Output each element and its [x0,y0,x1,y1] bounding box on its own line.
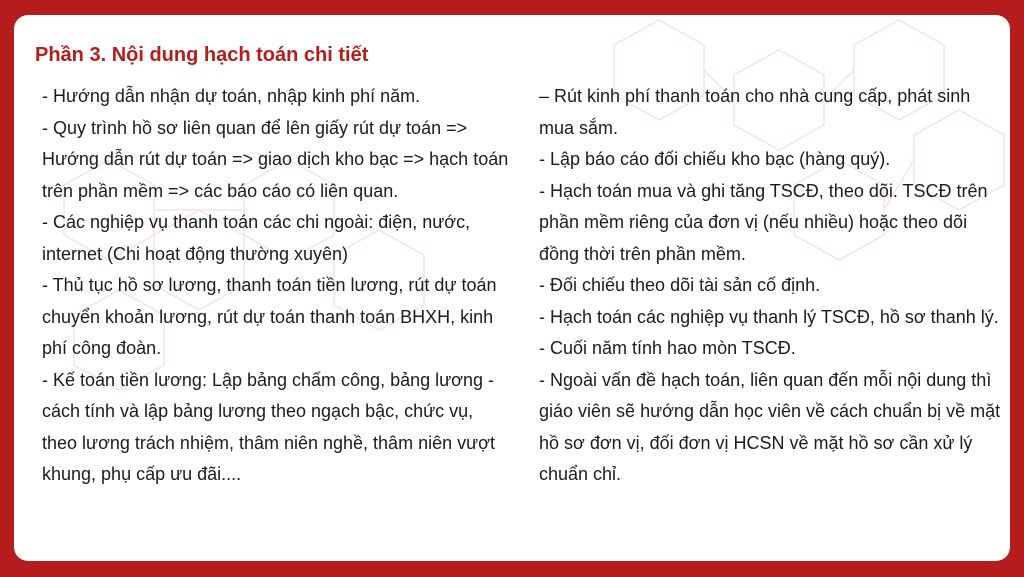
page-title: Phần 3. Nội dung hạch toán chi tiết [35,44,369,66]
left-column [42,81,512,491]
list-item: - Ngoài vấn đề hạch toán, liên quan đến mỗi nội dung thì giáo viên sẽ hướng dẫn học viên về cách chuẩn bị về mặt hồ sơ đơn vị, đối đơn vị HCSN về mặt hồ sơ cần xử lý chuẩn chỉ. [539,369,1001,484]
list-item: – Rút kinh phí thanh toán cho nhà cung cấp, phát sinh mua sắm. [539,86,971,138]
list-item: - Kế toán tiền lương: Lập bảng chấm công, bảng lương - cách tính và lập bảng lương theo ngạch bậc, chức vụ, theo lương trách nhiệm, thâm niên nghề, thâm niên vượt khung, phụ cấp ưu đãi.... [42,369,495,484]
list-item: - Hướng dẫn nhận dự toán, nhập kinh phí năm. [42,86,421,106]
list-item: - Thủ tục hồ sơ lương, thanh toán tiền lương, rút dự toán chuyển khoản lương, rút dự toán thanh toán BHXH, kinh phí công đoàn. [42,275,497,358]
list-item: - Quy trình hồ sơ liên quan để lên giấy rút dự toán => Hướng dẫn rút dự toán => giao dịch kho bạc => hạch toán trên phần mềm => các báo cáo có liên quan. [42,117,509,201]
list-item: - Cuối năm tính hao mòn TSCĐ. [539,338,796,358]
content-card [14,15,1010,561]
list-item: - Các nghiệp vụ thanh toán các chi ngoài: điện, nước, internet (Chi hoạt động thường xuyên) [42,212,471,264]
right-column [539,81,1001,491]
list-item: - Hạch toán các nghiệp vụ thanh lý TSCĐ, hồ sơ thanh lý. [539,306,999,327]
list-item: - Lập báo cáo đối chiếu kho bạc (hàng quý). [539,149,891,169]
list-item: - Hạch toán mua và ghi tăng TSCĐ, theo dõi. TSCĐ trên phần mềm riêng của đơn vị (nếu nhiều) hoặc theo dõi đồng thời trên phần mềm. [539,180,988,264]
list-item: - Đối chiếu theo dõi tài sản cố định. [539,275,821,295]
